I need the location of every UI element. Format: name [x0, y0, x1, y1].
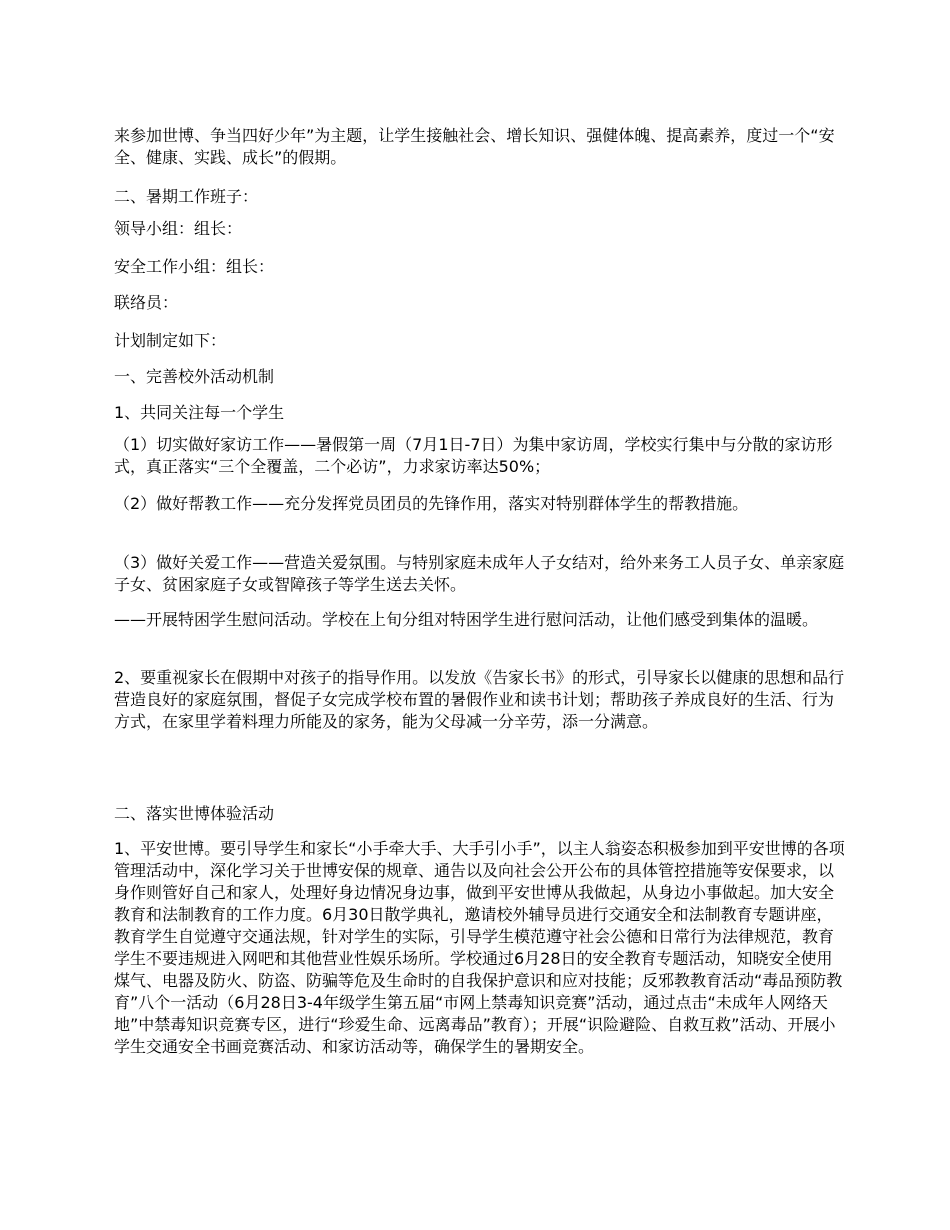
line-liaison: 联络员： [114, 293, 179, 312]
paragraph-care-work: （3）做好关爱工作——营造关爱氛围。与特别家庭未成年人子女结对，给外来务工人员子女、单亲家庭子女、贫困家庭子女或智障孩子等学生送去关怀。 [114, 553, 845, 594]
line-plan-intro: 计划制定如下： [114, 331, 227, 350]
line-safety-group: 安全工作小组：组长： [114, 257, 275, 276]
heading-item-1: 1、共同关注每一个学生 [114, 403, 285, 422]
heading-section-two: 二、落实世博体验活动 [114, 804, 275, 823]
paragraph-condolence: ——开展特困学生慰问活动。学校在上旬分组对特困学生进行慰问活动，让他们感受到集体的温暖。 [114, 610, 819, 629]
paragraph-safe-expo: 1、平安世博。要引导学生和家长“小手牵大手、大手引小手”，以主人翁姿态积极参加到平安世博的各项管理活动中，深化学习关于世博安保的规章、通告以及向社会公开公布的具体管控措施等安保要求，以身作则管好自己和家人，处理好身边情况身边事，做到平安世博从我做起，从身边小事做起。加大安全教育和法制教育的工作力度。6月30日散学典礼，邀请校外辅导员进行交通安全和法制教育专题讲座，教育学生自觉遵守交通法规，针对学生的实际，引导学生模范遵守社会公德和日常行为法律规范，教育学生不要违规进入网吧和其他营业性娱乐场所。学校通过6月28日的安全教育专题活动，知晓安全使用煤气、电器及防火、防盗、防骗等危及生命时的自我保护意识和应对技能；反邪教教育活动“毒品预防教育”八个一活动（6月28日3-4年级学生第五届“市网上禁毒知识竞赛”活动，通过点击“未成年人网络天地”中禁毒知识竞赛专区，进行“珍爱生命、远离毒品”教育）；开展“识险避险、自救互救”活动、开展小学生交通安全书画竞赛活动、和家访活动等，确保学生的暑期安全。 [114, 839, 845, 1056]
paragraph-home-visits: （1）切实做好家访工作——暑假第一周（7月1日-7日）为集中家访周，学校实行集中与分散的家访形式，真正落实“三个全覆盖，二个必访”，力求家访率达50%； [114, 435, 833, 476]
line-leadership-group: 领导小组：组长： [114, 219, 243, 238]
heading-summer-work-team: 二、暑期工作班子： [114, 187, 259, 206]
paragraph-intro-continuation: 来参加世博、争当四好少年”为主题，让学生接触社会、增长知识、强健体魄、提高素养，度过一个“安全、健康、实践、成长”的假期。 [114, 126, 835, 167]
paragraph-parent-guidance: 2、要重视家长在假期中对孩子的指导作用。以发放《告家长书》的形式，引导家长以健康的思想和品行营造良好的家庭氛围，督促子女完成学校布置的暑假作业和读书计划；帮助孩子养成良好的生活、行为方式，在家里学着料理力所能及的家务，能为父母减一分辛劳，添一分满意。 [114, 668, 845, 731]
heading-section-one: 一、完善校外活动机制 [114, 367, 275, 386]
paragraph-mentoring: （2）做好帮教工作——充分发挥党员团员的先锋作用，落实对特别群体学生的帮教措施。 [114, 494, 749, 513]
